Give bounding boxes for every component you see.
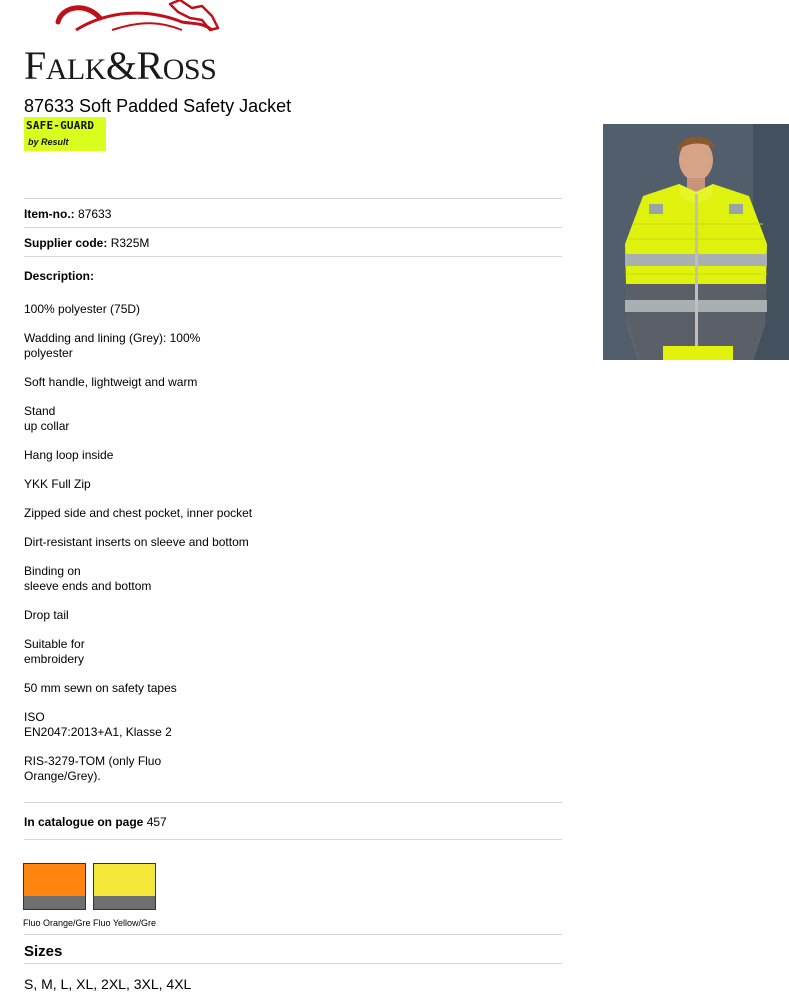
falk-ross-logo [24, 0, 224, 86]
supplier-code: Supplier code: R325M [24, 236, 150, 250]
swatch-top [94, 864, 155, 896]
divider [24, 802, 562, 803]
description-item [24, 331, 200, 360]
description-item [24, 608, 69, 623]
description-item [24, 754, 161, 783]
horse-logo-icon [52, 0, 222, 42]
color-label-orange: Fluo Orange/Gre [23, 918, 91, 928]
badge-line2: by Result [28, 137, 69, 147]
description-item [24, 710, 172, 739]
description-line: Suitable for [24, 637, 85, 651]
divider [24, 198, 562, 199]
description-item [24, 637, 85, 666]
swatch-bottom [94, 896, 155, 909]
product-title: 87633 Soft Padded Safety Jacket [24, 96, 292, 116]
sizes-list: S, M, L, XL, 2XL, 3XL, 4XL [24, 976, 192, 992]
brand-wordmark: FALK&ROSS [24, 43, 217, 88]
description-line: polyester [24, 345, 73, 360]
sizes-heading: Sizes [24, 943, 63, 960]
description-line: Stand [24, 404, 56, 418]
description-line: Orange/Grey). [24, 768, 101, 783]
description-label: Description: [24, 269, 95, 283]
description-line: up collar [24, 418, 70, 433]
description-line: embroidery [24, 651, 85, 666]
description-line: Wadding and lining (Grey): 100% [24, 331, 201, 345]
swatch-top [24, 864, 85, 896]
description-line: 100% polyester (75D) [24, 302, 141, 316]
divider [24, 839, 562, 840]
description-item [24, 477, 91, 492]
swatch-bottom [24, 896, 85, 909]
divider [24, 227, 562, 228]
description-line: Soft handle, lightweigt and warm [24, 375, 198, 389]
description-item [24, 681, 177, 696]
description-line: ISO [24, 710, 45, 724]
description-item [24, 375, 197, 390]
description-item [24, 535, 249, 550]
catalogue-page: In catalogue on page 457 [24, 815, 167, 829]
description-line: Drop tail [24, 608, 69, 622]
description-line: EN2047:2013+A1, Klasse 2 [24, 724, 172, 739]
description-item [24, 448, 113, 463]
safe-guard-badge [24, 117, 106, 151]
color-swatch-yellow[interactable] [93, 863, 156, 910]
description-line: 50 mm sewn on safety tapes [24, 681, 177, 695]
description-item [24, 564, 151, 593]
description-item [24, 506, 252, 521]
divider [24, 256, 562, 257]
description-line: YKK Full Zip [24, 477, 91, 491]
item-number: Item-no.: 87633 [24, 207, 112, 221]
divider [24, 963, 562, 964]
color-label-yellow: Fluo Yellow/Gre [93, 918, 157, 928]
description-line: RIS-3279-TOM (only Fluo [24, 754, 162, 768]
description-line: Hang loop inside [24, 448, 114, 462]
description-line: Dirt-resistant inserts on sleeve and bottom [24, 535, 249, 549]
description-line: sleeve ends and bottom [24, 578, 152, 593]
description-item [24, 302, 140, 317]
badge-line1: SAFE-GUARD [26, 119, 95, 132]
description-line: Zipped side and chest pocket, inner pocket [24, 506, 253, 520]
divider [24, 934, 562, 935]
description-item [24, 404, 69, 433]
description-line: Binding on [24, 564, 81, 578]
product-photo [603, 124, 789, 360]
color-swatch-orange[interactable] [23, 863, 86, 910]
